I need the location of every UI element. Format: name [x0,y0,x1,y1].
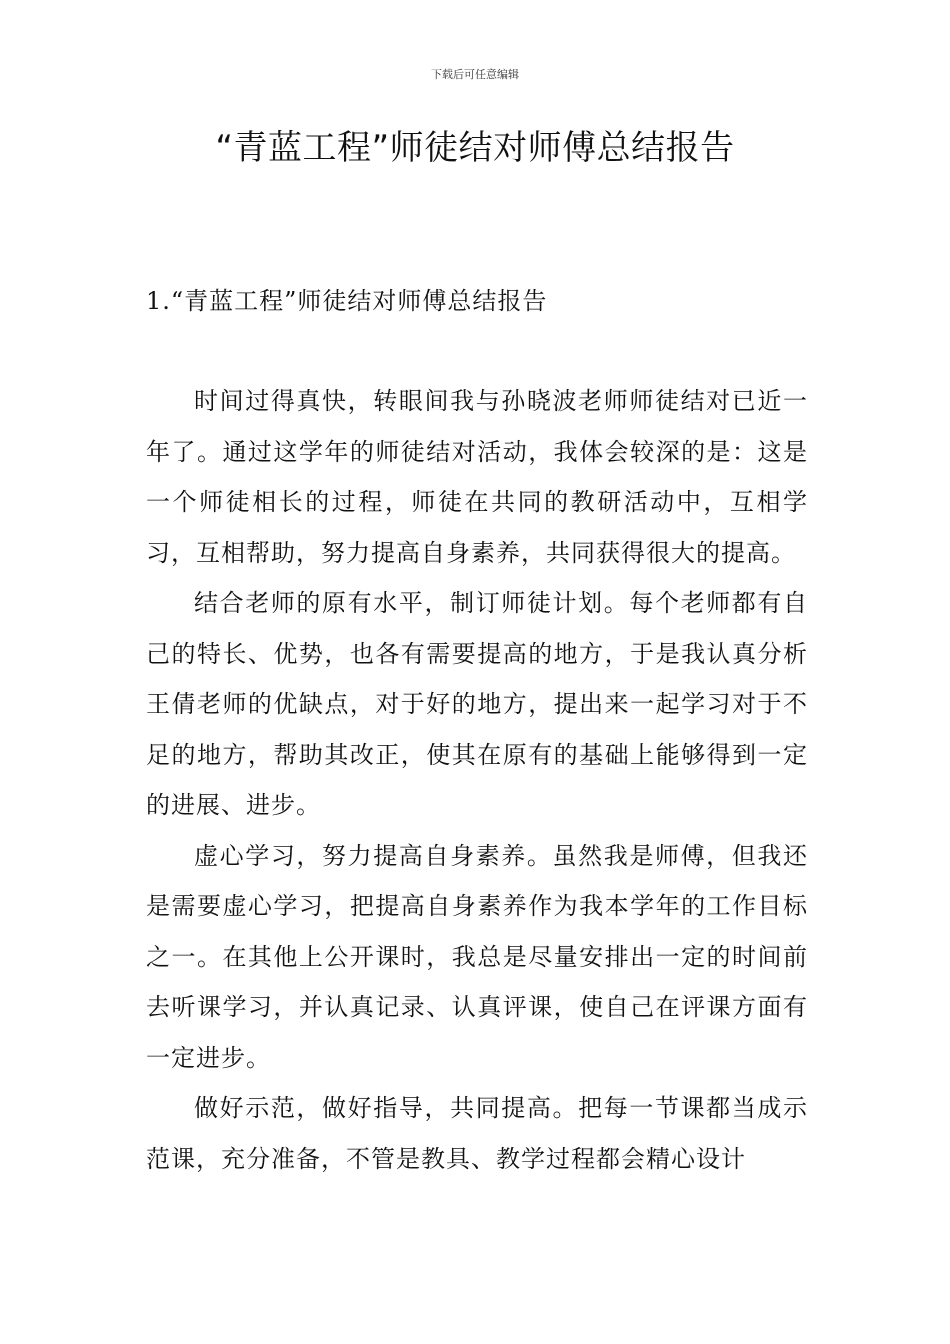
document-title: “青蓝工程”师徒结对师傅总结报告 [215,128,735,168]
paragraph: 时间过得真快，转眼间我与孙晓波老师师徒结对已近一年了。通过这学年的师徒结对活动，我体会较深的是：这是一个师徒相长的过程，师徒在共同的教研活动中，互相学习，互相帮助，努力提高自身素养，共同获得很大的提高。 [146,387,808,567]
section-heading: 1.“青蓝工程”师徒结对师傅总结报告 [146,287,548,315]
paragraph: 虚心学习，努力提高自身素养。虽然我是师傅，但我还是需要虚心学习，把提高自身素养作为我本学年的工作目标之一。在其他上公开课时，我总是尽量安排出一定的时间前去听课学习，并认真记录、认真评课，使自己在评课方面有一定进步。 [146,841,808,1072]
paragraph: 结合老师的原有水平，制订师徒计划。每个老师都有自己的特长、优势，也各有需要提高的地方，于是我认真分析王倩老师的优缺点，对于好的地方，提出来一起学习对于不足的地方，帮助其改正，使其在原有的基础上能够得到一定的进展、进步。 [146,589,808,819]
paragraph: 做好示范，做好指导，共同提高。把每一节课都当成示范课，充分准备，不管是教具、教学过程都会精心设计 [146,1094,808,1173]
document-body [146,376,808,1184]
header-note: 下载后可任意编辑 [431,68,519,81]
